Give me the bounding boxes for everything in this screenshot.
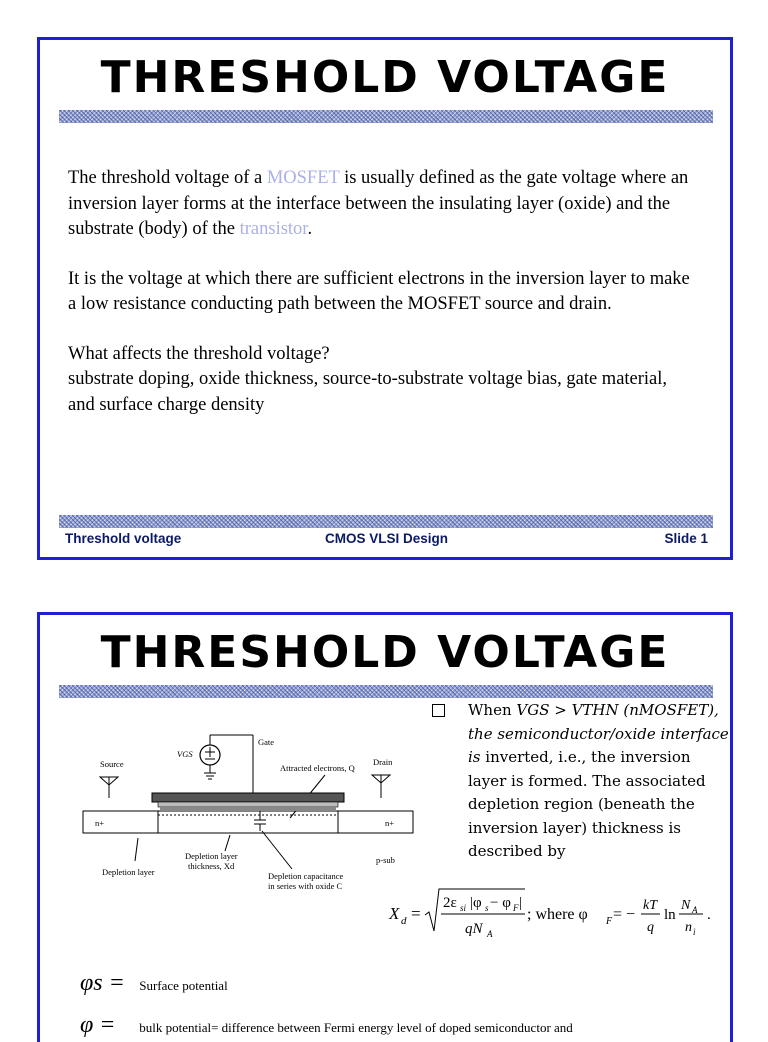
formula-na-sub: A	[692, 905, 698, 915]
formula-ln: ln	[664, 907, 676, 923]
slide-1	[37, 37, 733, 560]
question-text: What affects the threshold voltage?	[68, 343, 330, 364]
text-segment: is usually defined as the gate voltage where an inversion layer forms at the interface between the insulating layer (oxide) and the substrate (body) of the	[68, 168, 689, 239]
answer-text: substrate doping, oxide thickness, source-to-substrate voltage bias, gate material, and surface charge density	[68, 369, 668, 415]
drain-label: Drain	[373, 757, 393, 767]
slide-1-body	[68, 166, 698, 442]
formula-na: N	[681, 898, 691, 913]
definitions	[80, 970, 573, 1039]
depletion-layer-label: Depletion layer	[102, 867, 155, 877]
slide-2	[37, 612, 733, 1042]
footer-left: Threshold voltage	[65, 531, 182, 546]
depletion-thickness-label-2: thickness, Xd	[188, 861, 235, 871]
slide-2-title: THRESHOLD VOLTAGE	[100, 627, 670, 678]
formula-num: 2ε	[443, 895, 457, 911]
formula-phi-s: |φ	[470, 895, 482, 911]
psub-label: p-sub	[376, 855, 395, 865]
svg-text:|: |	[519, 895, 523, 911]
xd-symbol: X	[389, 904, 400, 923]
svg-text:=: =	[411, 904, 421, 923]
capacitance-label-2: in series with oxide C	[268, 881, 343, 891]
formula-q: q	[647, 920, 654, 935]
formula-den-sub: A	[487, 929, 493, 939]
formula-phi-f-sub: F	[513, 903, 519, 913]
paragraph-definition	[68, 166, 698, 243]
bullet-when: When	[468, 701, 517, 719]
slide-1-title: THRESHOLD VOLTAGE	[100, 52, 670, 103]
transistor-link[interactable]: transistor	[239, 219, 308, 239]
formula-eq: = −	[613, 906, 636, 923]
svg-text:.: .	[707, 907, 711, 923]
mosfet-cross-section-diagram	[80, 723, 420, 893]
formula-ni-sub: i	[693, 927, 696, 937]
footer-center: CMOS VLSI Design	[324, 531, 449, 546]
xd-sub: d	[401, 915, 407, 927]
text-segment: The threshold voltage of a	[68, 168, 267, 188]
formula-minus: − φ	[490, 895, 511, 911]
bullet-condition: VGS > VTHN (nMOSFET), the semiconductor/oxide interface is	[468, 701, 729, 766]
gate-label: Gate	[258, 737, 275, 747]
bullet-inversion	[468, 699, 730, 864]
phi-symbol: φ =	[80, 1012, 116, 1038]
def2-text: bulk potential= difference between Fermi energy level of doped semiconductor and	[139, 1020, 573, 1035]
slide-1-footer	[65, 531, 708, 546]
formula-where-sub: F	[606, 916, 613, 927]
vgs-label: VGS	[177, 749, 193, 759]
slide-2-top-band	[59, 685, 713, 698]
formula-den: qN	[465, 921, 483, 937]
slide-1-top-band	[59, 110, 713, 123]
bullet-rest: inverted, i.e., the inversion layer is formed. The associated depletion region (beneath the inversion layer) thickness is described by	[468, 748, 706, 860]
n-plus-right: n+	[385, 818, 395, 828]
depletion-width-formula	[385, 885, 730, 943]
phi-s-symbol: φs =	[80, 970, 125, 996]
footer-right: Slide 1	[664, 531, 708, 546]
source-label: Source	[100, 759, 124, 769]
electrons-label: Attracted electrons, Q	[280, 763, 355, 773]
text-segment: .	[307, 219, 313, 239]
formula-phi-s-sub: s	[485, 903, 489, 913]
formula-kt: kT	[643, 898, 657, 913]
definition-bulk-potential	[80, 1012, 573, 1039]
formula-num-sub: si	[460, 903, 467, 913]
paragraph-factors	[68, 342, 698, 419]
definition-surface-potential	[80, 970, 573, 1004]
slide-1-bottom-band	[59, 515, 713, 528]
mosfet-link[interactable]: MOSFET	[266, 168, 340, 188]
formula-ni: n	[685, 920, 692, 935]
paragraph-electrons: It is the voltage at which there are sufficient electrons in the inversion layer to make a low resistance conducting path between the MOSFET source and drain.	[68, 268, 690, 314]
depletion-thickness-label-1: Depletion layer	[185, 851, 238, 861]
n-plus-left: n+	[95, 818, 105, 828]
formula-where: ; where φ	[527, 906, 588, 923]
checkbox-bullet-icon	[432, 704, 445, 717]
def1-text: Surface potential	[139, 978, 228, 993]
capacitance-label-1: Depletion capacitance	[268, 871, 344, 881]
